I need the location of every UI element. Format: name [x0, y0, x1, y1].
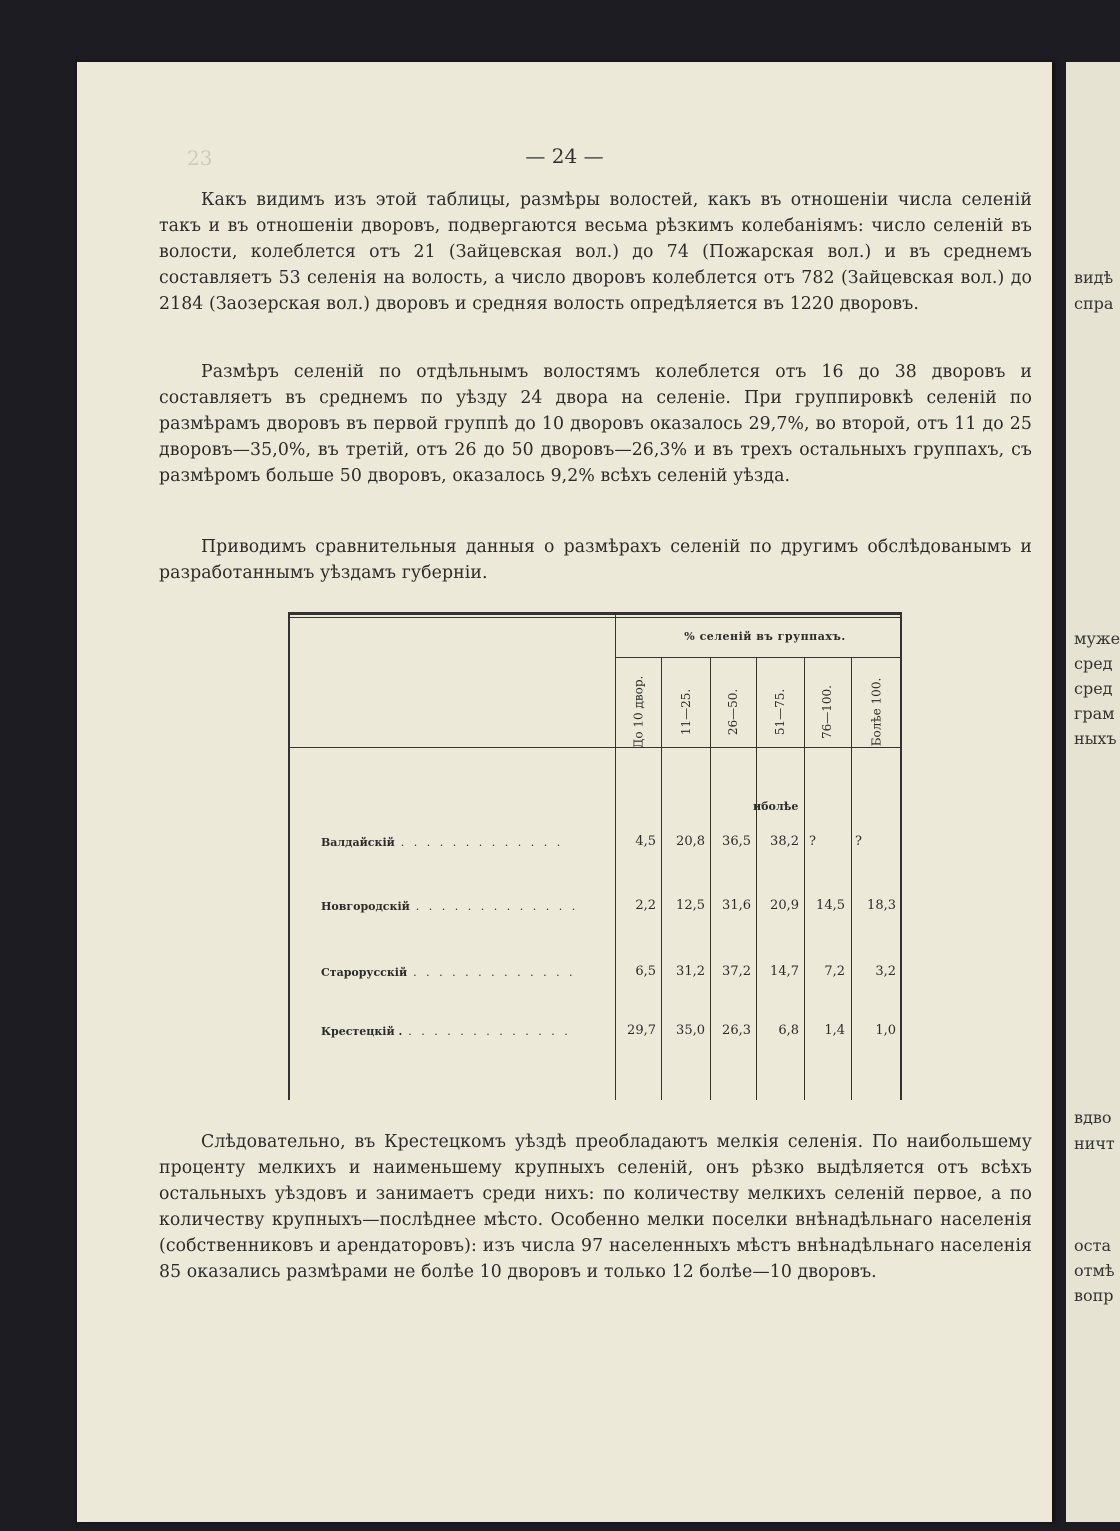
table-cell: 6,5	[635, 964, 656, 979]
table-cell: 29,7	[627, 1023, 656, 1038]
adjacent-text: сред	[1074, 679, 1113, 698]
table-cell: 20,9	[770, 898, 799, 913]
col-header-4: 76—100.	[820, 685, 834, 739]
table-cell: 2,2	[635, 898, 656, 913]
table-cell: 12,5	[676, 898, 705, 913]
comparison-table	[288, 612, 902, 1100]
adjacent-text: ничт	[1074, 1134, 1115, 1153]
col-header-2: 26—50.	[726, 688, 741, 736]
adjacent-text: видѣ	[1074, 268, 1114, 287]
table-cell: 1,4	[824, 1023, 845, 1038]
table-cell: 38,2	[770, 834, 799, 849]
table-cell: 14,7	[770, 964, 799, 979]
paragraph-settlement-sizes: Размѣръ селенiй по отдѣльнымъ волостямъ колеблется отъ 16 до 38 дворовъ и составляетъ въ среднемъ по уѣзду 24 двора на селенiе. При группировкѣ селенiй по размѣрамъ дворовъ въ первой группѣ до 10 дворовъ оказалось 29,7%, во второй, отъ 11 до 25 дворовъ—35,0%, въ третiй, отъ 26 до 50 дворовъ—26,3% и въ трехъ остальныхъ группахъ, съ размѣромъ больше 50 дворовъ, оказалось 9,2% всѣхъ селенiй уѣзда.	[159, 362, 1032, 486]
table-cell: 31,2	[676, 964, 705, 979]
document-page	[77, 62, 1052, 1522]
table-cell: 31,6	[722, 898, 751, 913]
table-row-label: Крестецкiй . . . . . . . . . . . . . .	[321, 1025, 571, 1038]
table-cell: 4,5	[635, 834, 656, 849]
col-header-5: Болѣе 100.	[869, 677, 884, 747]
table-cell: ?	[809, 834, 816, 849]
paragraph-comparison-intro: Приводимъ сравнительныя данныя о размѣрахъ селенiй по другимъ обслѣдованымъ и разработаннымъ уѣздамъ губернiи.	[159, 537, 1032, 583]
table-cell: 26,3	[722, 1023, 751, 1038]
col-header-0: До 10 двор.	[631, 675, 645, 749]
table-cell: 18,3	[867, 898, 896, 913]
table-row-label: Новгородскiй . . . . . . . . . . . . .	[321, 900, 579, 913]
table-row-label: Старорусскiй . . . . . . . . . . . . .	[321, 966, 576, 979]
paragraph-volost-sizes: Какъ видимъ изъ этой таблицы, размѣры волостей, какъ въ отношенiи числа селенiй такъ и въ отношенiи дворовъ, подвергаются весьма рѣзкимъ колебанiямъ: число селенiй въ волости, колеблется отъ 21 (Зайцевская вол.) до 74 (Пожарская вол.) и въ среднемъ составляетъ 53 селенiя на волость, а число дворовъ колеблется отъ 782 (Зайцевская вол.) до 2184 (Заозерская вол.) дворовъ и средняя волость опредѣляется въ 1220 дворовъ.	[159, 190, 1032, 314]
adjacent-text: грам	[1074, 704, 1115, 723]
table-cell: 36,5	[722, 834, 751, 849]
table-cell: 37,2	[722, 964, 751, 979]
group-header: % селенiй въ группахъ.	[684, 630, 846, 643]
adjacent-text: оста	[1074, 1236, 1111, 1255]
col-header-3: 51—75.	[773, 688, 788, 736]
paragraph-conclusion: Слѣдовательно, въ Крестецкомъ уѣздѣ преобладаютъ мелкiя селенiя. По наибольшему проценту мелкихъ и наименьшему крупныхъ селенiй, онъ рѣзко выдѣляется отъ всѣхъ остальныхъ уѣздовъ и занимаетъ среди нихъ: по количеству мелкихъ селенiй первое, а по количеству крупныхъ—послѣднее мѣсто. Особенно мелки поселки внѣнадѣльнаго населенiя (собственниковъ и арендаторовъ): изъ числа 97 населенныхъ мѣстъ внѣнадѣльнаго населенiя 85 оказались размѣрами не болѣе 10 дворовъ и только 12 болѣе—10 дворовъ.	[159, 1132, 1032, 1282]
table-cell: 7,2	[824, 964, 845, 979]
table-row-label: Валдайскiй . . . . . . . . . . . . .	[321, 836, 564, 849]
table-cell: 3,2	[875, 964, 896, 979]
table-cell: 35,0	[676, 1023, 705, 1038]
column-note: иболѣе	[753, 800, 799, 813]
adjacent-text: муже	[1074, 629, 1120, 648]
table-cell: 20,8	[676, 834, 705, 849]
table-cell: 14,5	[816, 898, 845, 913]
adjacent-text: отмѣ	[1074, 1261, 1115, 1280]
table-cell: 1,0	[875, 1023, 896, 1038]
adjacent-text: ныхъ	[1074, 729, 1117, 748]
bleed-through-page-number: 23	[187, 146, 213, 170]
col-header-1: 11—25.	[679, 688, 694, 736]
table-cell: ?	[855, 834, 862, 849]
adjacent-page-edge	[1066, 62, 1120, 1522]
adjacent-text: спра	[1074, 294, 1114, 313]
table-cell: 6,8	[778, 1023, 799, 1038]
adjacent-text: вдво	[1074, 1108, 1112, 1127]
page-number: — 24 —	[525, 144, 604, 168]
adjacent-text: вопр	[1074, 1286, 1114, 1305]
adjacent-text: сред	[1074, 654, 1113, 673]
